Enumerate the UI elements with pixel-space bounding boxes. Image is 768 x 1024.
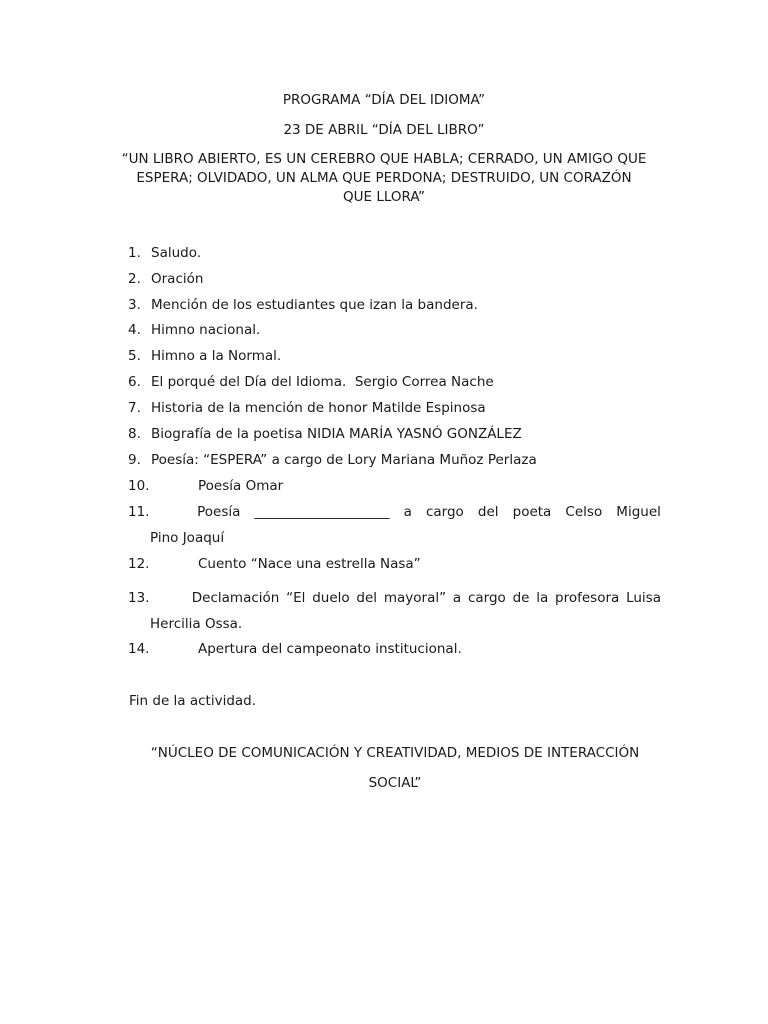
item-word: a [403, 504, 412, 520]
item-number: 2. [128, 271, 141, 287]
program-item [128, 504, 663, 520]
item-number: 4. [128, 322, 141, 338]
item-word: Luisa [626, 590, 661, 606]
item-word: del [356, 590, 378, 606]
item-text: Mención de los estudiantes que izan la bandera. [151, 297, 478, 313]
item-word: Miguel [616, 504, 661, 520]
item-number: 8. [128, 426, 141, 442]
footer-motto [100, 738, 690, 798]
item-number: 9. [128, 452, 141, 468]
item-number: 12. [128, 556, 150, 572]
item-text: Poesía: “ESPERA” a cargo de Lory Mariana Muñoz Perlaza [151, 452, 537, 468]
closing-line: Fin de la actividad. [129, 693, 257, 709]
item-word: poeta [512, 504, 552, 520]
item-word: de [512, 590, 530, 606]
item-word: cargo [467, 590, 506, 606]
item-text: Oración [151, 271, 204, 287]
program-item [128, 348, 663, 364]
item-text: Historia de la mención de honor Matilde Espinosa [151, 400, 486, 416]
quote-line: “UN LIBRO ABIERTO, ES UN CEREBRO QUE HABLA; CERRADO, UN AMIGO QUE [121, 151, 647, 167]
item-word: Declamación [191, 590, 280, 606]
item-text: Apertura del campeonato institucional. [198, 641, 462, 657]
item-text: Poesía Omar [198, 478, 284, 494]
program-item [128, 478, 663, 494]
program-item [128, 590, 663, 606]
item-word: Poesía [197, 504, 241, 520]
item-word: a [452, 590, 462, 606]
footer-line: “NÚCLEO DE COMUNICACIÓN Y CREATIVIDAD, MEDIOS DE INTERACCIÓN [150, 745, 640, 761]
item-text: El porqué del Día del Idioma. Sergio Correa Nache [151, 374, 494, 390]
item-number: 5. [128, 348, 141, 364]
item-number: 11. [128, 504, 150, 520]
program-item [128, 426, 663, 442]
quote-line: QUE LLORA” [343, 189, 425, 205]
item-text: Biografía de la poetisa NIDIA MARÍA YASNÓ GONZÁLEZ [151, 426, 522, 442]
program-item [128, 556, 663, 572]
quote-line: ESPERA; OLVIDADO, UN ALMA QUE PERDONA; DESTRUIDO, UN CORAZÓN [136, 170, 632, 186]
item-word: la [536, 590, 549, 606]
item-word: mayoral” [383, 590, 447, 606]
item-number: 13. [128, 590, 150, 606]
justified-line [128, 504, 661, 520]
program-item [128, 322, 663, 338]
item-number: 6. [128, 374, 141, 390]
item-continuation: Pino Joaquí [150, 530, 225, 546]
item-continuation: Hercilia Ossa. [150, 616, 243, 632]
program-item [128, 641, 663, 657]
item-number: 3. [128, 297, 141, 313]
item-number: 7. [128, 400, 141, 416]
program-item [128, 374, 663, 390]
program-item [128, 245, 663, 261]
item-number: 1. [128, 245, 141, 261]
book-quote [100, 150, 668, 207]
item-text: Himno nacional. [151, 322, 261, 338]
program-subtitle: 23 DE ABRIL “DÍA DEL LIBRO” [283, 122, 485, 138]
item-text: Himno a la Normal. [151, 348, 282, 364]
justified-line [128, 590, 661, 606]
item-number: 14. [128, 641, 150, 657]
program-item [128, 400, 663, 416]
item-text: Saludo. [151, 245, 202, 261]
item-word: profesora [555, 590, 620, 606]
program-item [128, 452, 663, 468]
program-item [128, 271, 663, 287]
item-word: cargo [425, 504, 464, 520]
item-number: 10. [128, 478, 150, 494]
item-word: duelo [312, 590, 350, 606]
item-word: del [477, 504, 499, 520]
item-word: Celso [565, 504, 603, 520]
footer-line: SOCIAL” [368, 775, 422, 791]
item-word: ____________________ [254, 504, 390, 520]
program-title: PROGRAMA “DÍA DEL IDIOMA” [282, 92, 486, 108]
item-text: Cuento “Nace una estrella Nasa” [198, 556, 421, 572]
program-item [128, 297, 663, 313]
item-word: “El [286, 590, 306, 606]
